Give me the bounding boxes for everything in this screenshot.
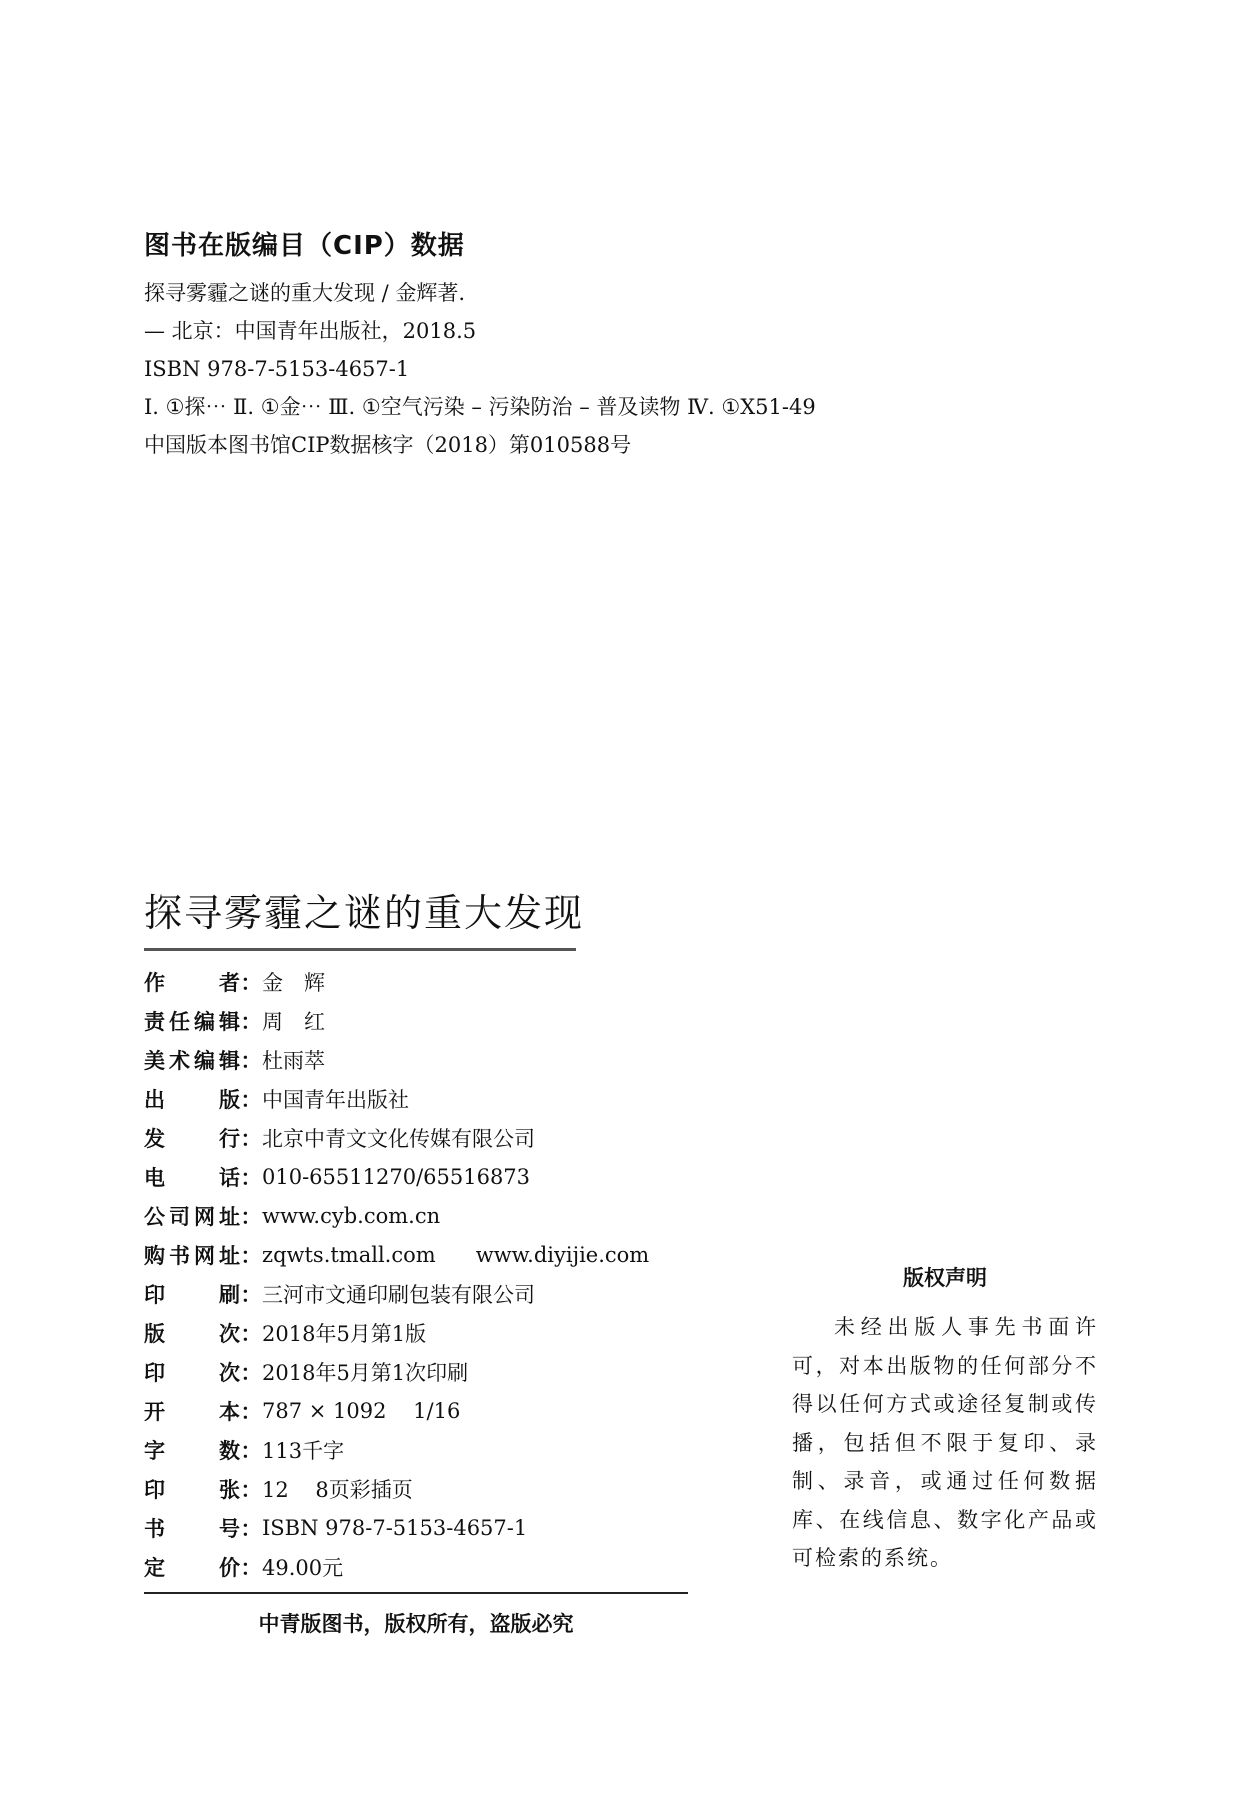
info-value: 2018年5月第1次印刷 — [262, 1360, 469, 1385]
cip-line-isbn: ISBN 978-7-5153-4657-1 — [144, 357, 410, 381]
info-colon: ： — [240, 1047, 262, 1073]
info-colon: ： — [240, 1242, 262, 1268]
info-value: 三河市文通印刷包装有限公司 — [262, 1282, 535, 1307]
colophon-bottom-rule — [144, 1592, 688, 1594]
info-colon: ： — [240, 1437, 262, 1463]
info-row-sheets — [144, 1469, 684, 1508]
title-underline — [144, 948, 576, 951]
info-value: 010-65511270/65516873 — [262, 1164, 531, 1189]
info-row-distributor — [144, 1118, 684, 1157]
info-value: 金 辉 — [262, 970, 325, 995]
cip-line-classification: Ⅰ. ①探⋯ Ⅱ. ①金⋯ Ⅲ. ①空气污染 – 污染防治 – 普及读物 Ⅳ. ①X51-49 — [144, 395, 816, 419]
info-colon: ： — [240, 1515, 262, 1541]
info-label: 发行 — [144, 1126, 240, 1151]
info-label: 开本 — [144, 1399, 240, 1424]
info-row-art-editor — [144, 1040, 684, 1079]
info-label: 版次 — [144, 1321, 240, 1346]
info-value: www.cyb.com.cn — [262, 1203, 441, 1228]
info-row-phone — [144, 1157, 684, 1196]
info-colon: ： — [240, 1281, 262, 1307]
info-value: 787 × 1092 1/16 — [262, 1398, 461, 1423]
info-row-printer — [144, 1274, 684, 1313]
info-colon: ： — [240, 1164, 262, 1190]
info-value: 12 8页彩插页 — [262, 1477, 413, 1502]
info-value: zqwts.tmall.com www.diyijie.com — [262, 1242, 650, 1267]
info-value: 周 红 — [262, 1009, 325, 1034]
info-row-edition — [144, 1313, 684, 1352]
info-label: 定价 — [144, 1555, 240, 1580]
info-row-isbn — [144, 1508, 684, 1547]
info-label: 印次 — [144, 1360, 240, 1385]
info-label: 出版 — [144, 1087, 240, 1112]
info-row-shop-url — [144, 1235, 684, 1274]
info-colon: ： — [240, 1398, 262, 1424]
cip-line-title: 探寻雾霾之谜的重大发现 / 金辉著. — [144, 281, 466, 305]
info-label: 电话 — [144, 1165, 240, 1190]
info-colon: ： — [240, 1125, 262, 1151]
info-label: 美术编辑 — [144, 1048, 240, 1073]
info-value: 北京中青文文化传媒有限公司 — [262, 1126, 535, 1151]
info-colon: ： — [240, 1320, 262, 1346]
info-colon: ： — [240, 1554, 262, 1580]
info-colon: ： — [240, 1086, 262, 1112]
info-colon: ： — [240, 1008, 262, 1034]
info-label: 字数 — [144, 1438, 240, 1463]
copyright-notice — [792, 1262, 1098, 1578]
cip-heading: 图书在版编目（CIP）数据 — [144, 231, 465, 261]
info-row-price — [144, 1547, 684, 1586]
info-value: 49.00元 — [262, 1555, 344, 1580]
info-label: 印张 — [144, 1477, 240, 1502]
info-row-editor — [144, 1001, 684, 1040]
cip-line-publisher: — 北京：中国青年出版社，2018.5 — [144, 319, 477, 343]
book-title: 探寻雾霾之谜的重大发现 — [144, 891, 585, 935]
cip-line-record-number: 中国版本图书馆CIP数据核字（2018）第010588号 — [144, 433, 632, 457]
info-label: 购书网址 — [144, 1243, 240, 1268]
info-row-author — [144, 962, 684, 1001]
info-label: 印刷 — [144, 1282, 240, 1307]
info-value: 2018年5月第1版 — [262, 1321, 427, 1346]
info-label: 作者 — [144, 970, 240, 995]
info-label: 书号 — [144, 1516, 240, 1541]
info-row-word-count — [144, 1430, 684, 1469]
copyright-body: 未经出版人事先书面许可，对本出版物的任何部分不得以任何方式或途径复制或传播，包括但不限于复印、录制、录音，或通过任何数据库、在线信息、数字化产品或可检索的系统。 — [792, 1315, 1098, 1570]
info-colon: ： — [240, 969, 262, 995]
colophon-table — [144, 962, 684, 1586]
info-colon: ： — [240, 1203, 262, 1229]
info-row-printing — [144, 1352, 684, 1391]
copyright-heading: 版权声明 — [903, 1266, 987, 1290]
copyright-slogan: 中青版图书，版权所有，盗版必究 — [258, 1612, 574, 1636]
info-value: 中国青年出版社 — [262, 1087, 409, 1112]
info-value: 113千字 — [262, 1438, 345, 1463]
info-value: ISBN 978-7-5153-4657-1 — [262, 1515, 528, 1540]
info-colon: ： — [240, 1476, 262, 1502]
info-row-format — [144, 1391, 684, 1430]
info-label: 责任编辑 — [144, 1009, 240, 1034]
cip-block — [144, 228, 1124, 464]
info-row-publisher — [144, 1079, 684, 1118]
info-label: 公司网址 — [144, 1204, 240, 1229]
info-value: 杜雨萃 — [262, 1048, 325, 1073]
info-colon: ： — [240, 1359, 262, 1385]
info-row-website — [144, 1196, 684, 1235]
